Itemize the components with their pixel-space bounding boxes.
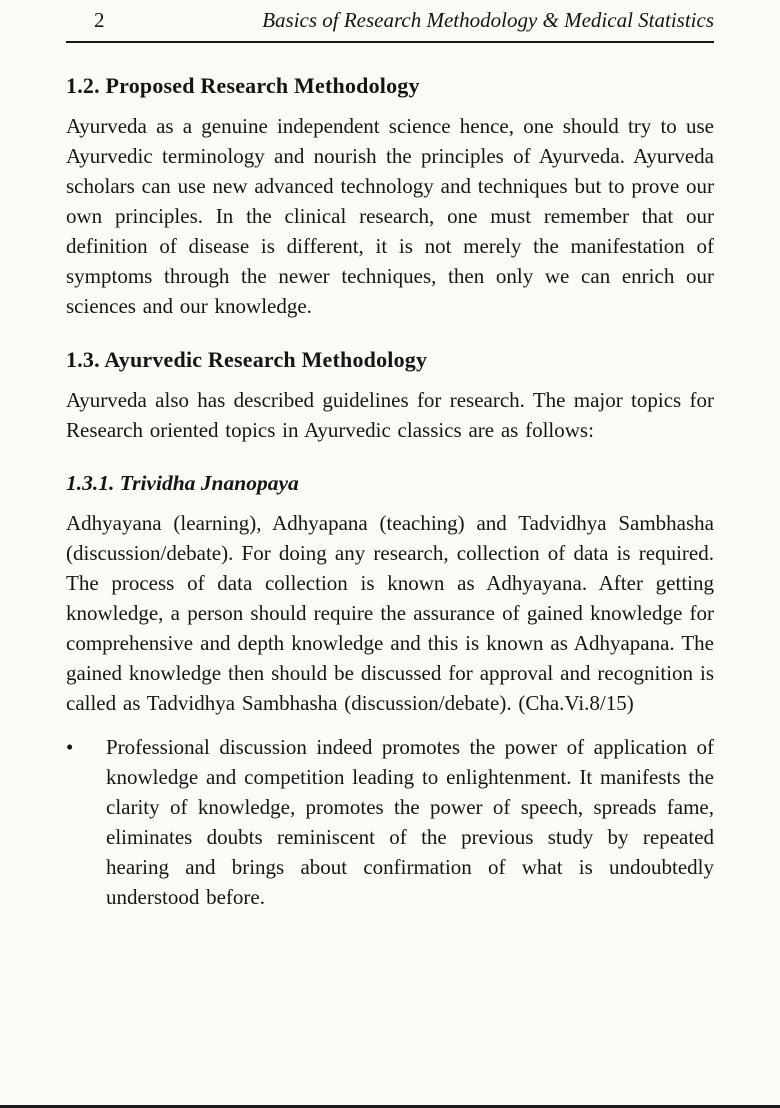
- running-header: [66, 0, 714, 43]
- bullet-list-item: [66, 732, 714, 912]
- bullet-marker: •: [66, 735, 74, 759]
- paragraph-1-3-1: Adhyayana (learning), Adhyapana (teaching) and Tadvidhya Sambhasha (discussion/debate). For doing any research, collection of data is required. The process of data collection is known as Adhyayana. After getting knowledge, a person should require the assurance of gained knowledge for comprehensive and depth knowledge and this is known as Adhyapana. The gained knowledge then should be discussed for approval and recognition is called as Tadvidhya Sambhasha (discussion/debate). (Cha.Vi.8/15): [66, 511, 714, 715]
- bullet-text: Professional discussion indeed promotes the power of application of knowledge and competition leading to enlightenment. It manifests the clarity of knowledge, promotes the power of speech, spreads fame, eliminates doubts reminiscent of the previous study by repeated hearing and brings about confirmation of what is undoubtedly understood before.: [106, 735, 714, 909]
- running-title: Basics of Research Methodology & Medical Statistics: [262, 8, 714, 32]
- subsection-heading-1-3-1: 1.3.1. Trividha Jnanopaya: [66, 471, 299, 495]
- section-heading-1-2: 1.2. Proposed Research Methodology: [66, 73, 420, 98]
- section-heading-1-3: 1.3. Ayurvedic Research Methodology: [66, 347, 428, 372]
- paragraph-1-2: Ayurveda as a genuine independent science hence, one should try to use Ayurvedic terminology and nourish the principles of Ayurveda. Ayurveda scholars can use new advanced technology and techniques but to prove our own principles. In the clinical research, one must remember that our definition of disease is different, it is not merely the manifestation of symptoms through the newer techniques, then only we can enrich our sciences and our knowledge.: [66, 114, 714, 318]
- page-content: [66, 43, 714, 912]
- page-number: 2: [94, 8, 105, 32]
- paragraph-1-3: Ayurveda also has described guidelines for research. The major topics for Research oriented topics in Ayurvedic classics are as follows:: [66, 388, 714, 442]
